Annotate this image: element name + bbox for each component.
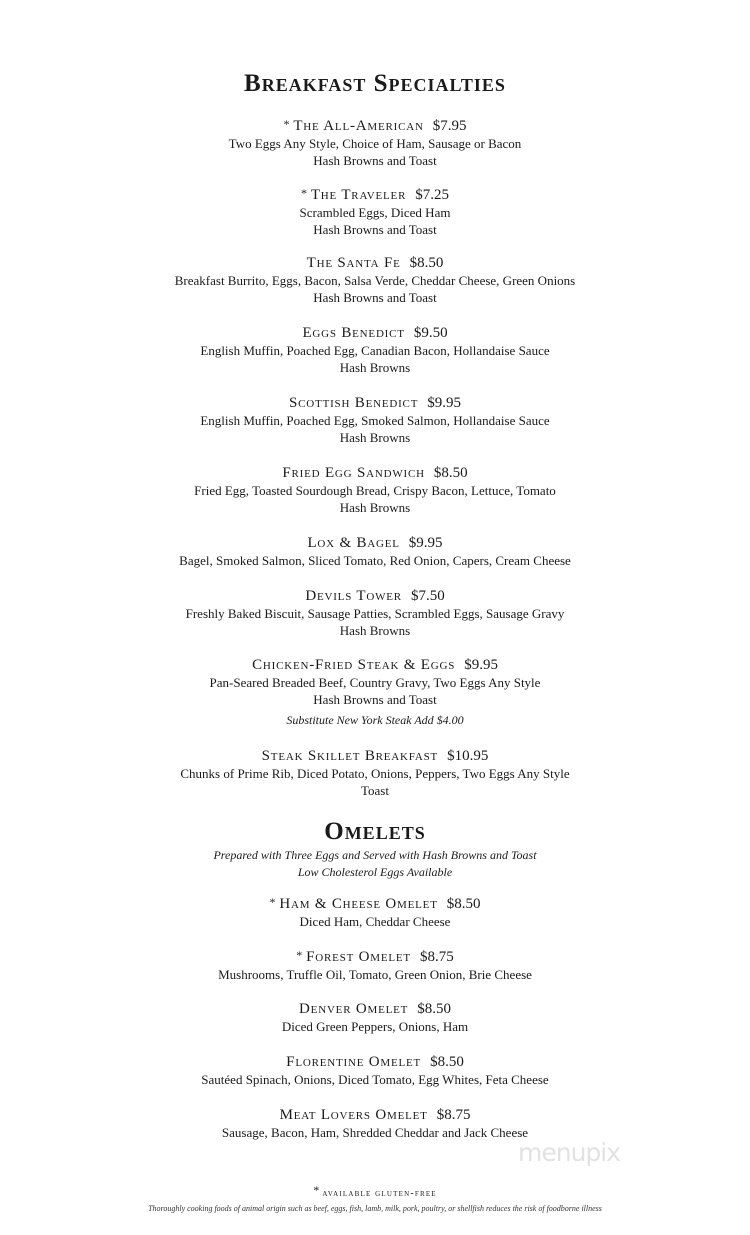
breakfast-heading: Breakfast Specialties [244,70,506,97]
menu-item-ham-cheese-omelet [0,894,750,930]
menu-item-scottish-benedict [0,395,750,446]
menu-item-denver-omelet [0,1001,750,1035]
menu-item-forest-omelet [0,947,750,983]
item-description: Freshly Baked Biscuit, Sausage Patties, Scrambled Eggs, Sausage Gravy [185,606,565,621]
menu-item-meat-lovers-omelet [0,1107,750,1141]
item-price: $8.75 [436,1107,471,1123]
item-name: Ham & Cheese Omelet [279,896,438,912]
item-name: Forest Omelet [306,949,411,965]
item-price: $9.95 [464,657,498,673]
menu-item-traveler [0,185,750,238]
item-price: $10.95 [447,748,489,764]
item-name: The Santa Fe [306,255,401,271]
item-description: Bagel, Smoked Salmon, Sliced Tomato, Red Onion, Capers, Cream Cheese [179,553,571,568]
item-price: $7.25 [415,187,449,203]
gluten-free-legend [0,1183,750,1199]
item-description: Breakfast Burrito, Eggs, Bacon, Salsa Verde, Cheddar Cheese, Green Onions [174,273,576,288]
item-description: Fried Egg, Toasted Sourdough Bread, Crispy Bacon, Lettuce, Tomato [194,483,556,498]
item-name: Meat Lovers Omelet [279,1107,428,1123]
item-price: $8.50 [409,255,444,271]
item-description: Pan-Seared Breaded Beef, Country Gravy, Two Eggs Any Style [209,675,541,690]
item-price: $8.50 [433,465,468,481]
item-price: $9.50 [413,325,448,341]
item-sides: Hash Browns [339,430,411,445]
item-price: $9.95 [427,395,461,411]
menu-item-devils-tower [0,588,750,639]
item-sides: Hash Browns and Toast [313,153,437,168]
item-name: The All-American [293,118,424,134]
omelets-subtitle: Prepared with Three Eggs and Served with Hash Browns and Toast [213,848,537,862]
gluten-free-star: * [283,117,291,131]
item-description: English Muffin, Poached Egg, Canadian Bacon, Hollandaise Sauce [200,343,550,358]
omelets-subtitle-cholesterol: Low Cholesterol Eggs Available [297,865,453,879]
item-price: $8.75 [419,949,454,965]
item-description: Chunks of Prime Rib, Diced Potato, Onions, Peppers, Two Eggs Any Style [180,766,570,781]
gluten-free-label: available gluten-free [322,1188,437,1199]
item-price: $8.50 [446,896,481,912]
item-name: Lox & Bagel [307,535,400,551]
food-safety-disclaimer: Thoroughly cooking foods of animal origin such as beef, eggs, fish, lamb, milk, pork, poultry, or shellfish reduces the risk of foodborne illness [148,1204,602,1213]
item-name: Devils Tower [305,588,402,604]
gluten-free-star: * [313,1183,321,1197]
menu-item-lox-bagel [0,535,750,569]
item-note: Substitute New York Steak Add $4.00 [286,713,464,727]
menupix-watermark: menupix [518,1138,621,1167]
item-description: Scrambled Eggs, Diced Ham [299,205,451,220]
item-description: Sautéed Spinach, Onions, Diced Tomato, Egg Whites, Feta Cheese [201,1072,549,1087]
item-price: $7.95 [432,118,467,134]
menu-item-eggs-benedict [0,325,750,376]
item-description: Two Eggs Any Style, Choice of Ham, Sausage or Bacon [228,136,522,151]
item-sides: Hash Browns and Toast [313,222,437,237]
item-name: Eggs Benedict [302,325,405,341]
item-name: Steak Skillet Breakfast [261,748,439,764]
item-name: Florentine Omelet [286,1054,422,1070]
gluten-free-star: * [301,186,308,200]
item-description: Diced Ham, Cheddar Cheese [299,914,451,929]
omelets-heading: Omelets [324,818,426,845]
item-name: Chicken-Fried Steak & Eggs [252,657,456,673]
item-sides: Hash Browns and Toast [313,692,437,707]
menu-item-santa-fe [0,255,750,306]
item-sides: Hash Browns [339,500,411,515]
menu-item-steak-skillet [0,748,750,799]
item-sides: Hash Browns and Toast [313,290,437,305]
item-description: English Muffin, Poached Egg, Smoked Salmon, Hollandaise Sauce [200,413,550,428]
item-name: Fried Egg Sandwich [282,465,425,481]
gluten-free-star: * [269,895,277,909]
menu-item-florentine-omelet [0,1054,750,1088]
menu-item-fried-egg-sandwich [0,465,750,516]
item-description: Mushrooms, Truffle Oil, Tomato, Green Onion, Brie Cheese [218,967,532,982]
gluten-free-star: * [296,948,304,962]
item-sides: Toast [361,783,389,798]
item-price: $7.50 [410,588,445,604]
item-sides: Hash Browns [339,623,411,638]
item-price: $8.50 [417,1001,451,1017]
item-name: The Traveler [310,187,407,203]
item-price: $9.95 [408,535,443,551]
item-sides: Hash Browns [339,360,411,375]
item-description: Sausage, Bacon, Ham, Shredded Cheddar and Jack Cheese [221,1125,529,1140]
item-price: $8.50 [430,1054,464,1070]
item-name: Denver Omelet [299,1001,409,1017]
item-description: Diced Green Peppers, Onions, Ham [281,1019,469,1034]
menu-item-chicken-fried-steak [0,657,750,728]
item-name: Scottish Benedict [289,395,419,411]
menu-item-all-american [0,116,750,169]
